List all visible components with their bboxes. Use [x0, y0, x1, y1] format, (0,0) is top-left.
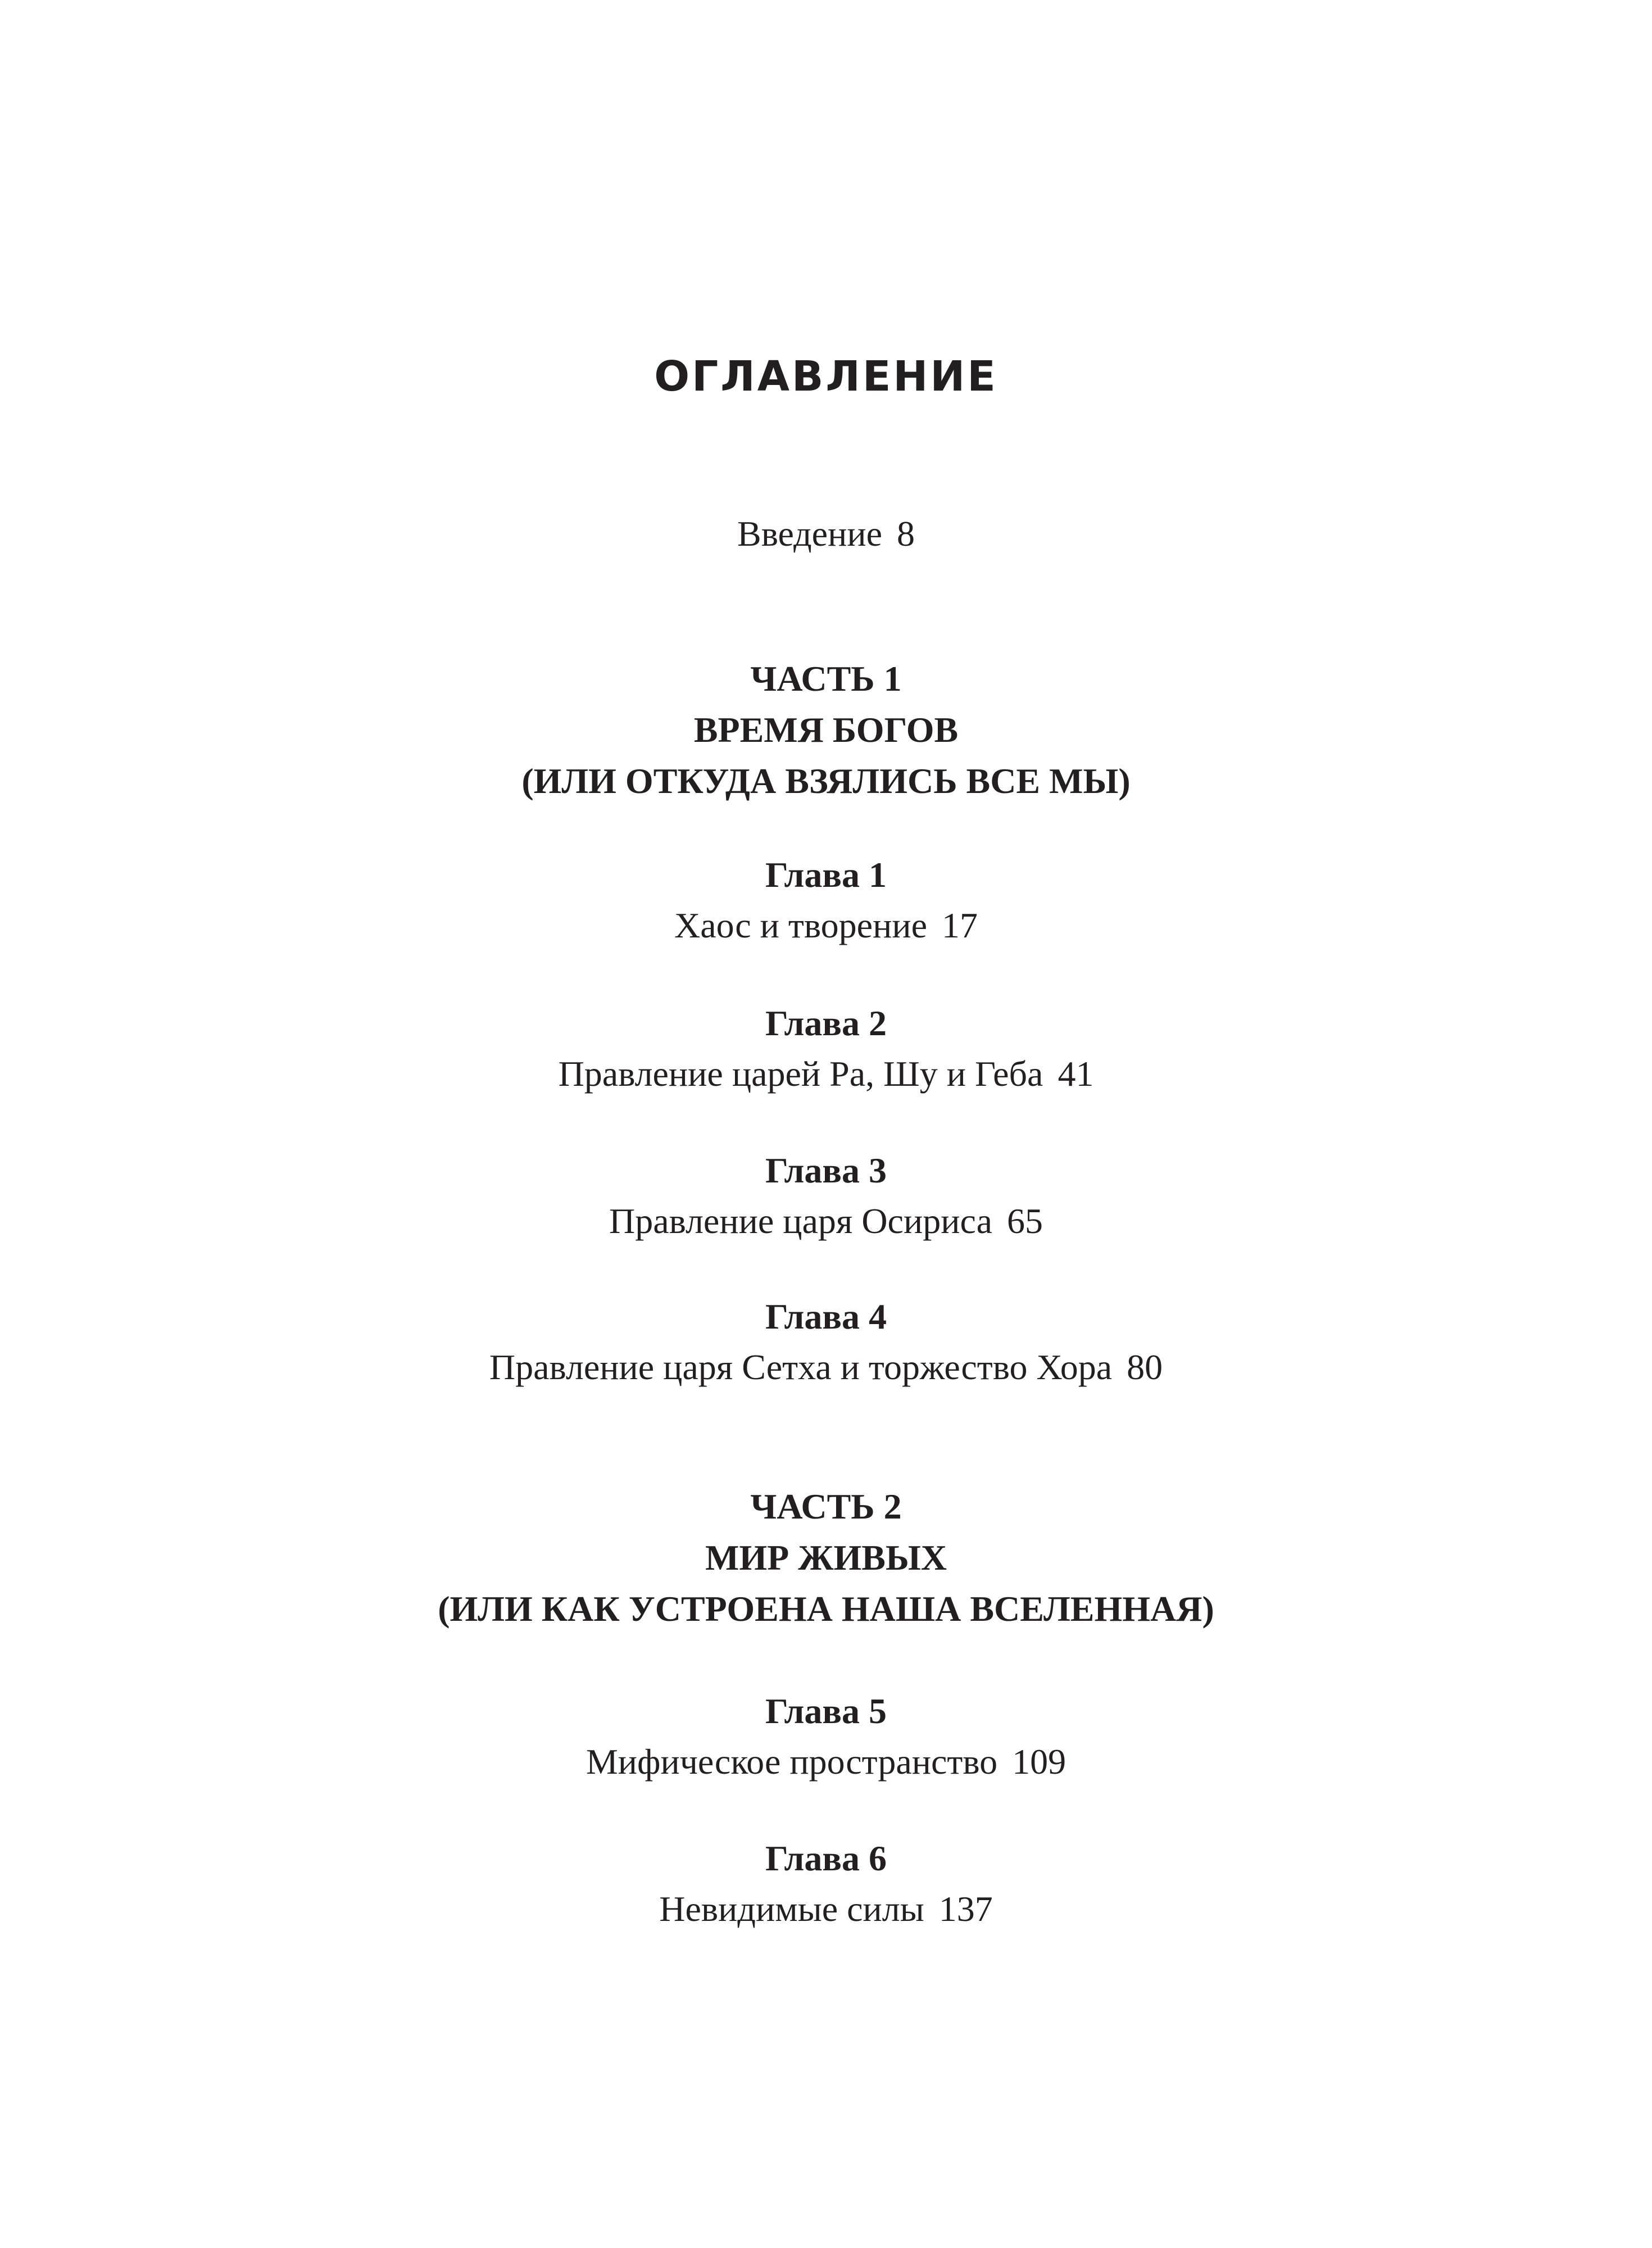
part-title: ВРЕМЯ БОГОВ: [693, 710, 959, 750]
chapter-entry: [0, 1884, 1652, 1934]
chapter-label: Глава 4: [765, 1297, 887, 1336]
chapter-entry: [0, 1049, 1652, 1099]
chapter-title: Мифическое пространство: [586, 1742, 998, 1782]
chapter-title: Невидимые силы: [659, 1889, 924, 1929]
chapter-entry: [0, 1196, 1652, 1247]
chapter-label: Глава 1: [765, 855, 887, 895]
entry-page-number: 137: [938, 1889, 993, 1929]
chapter-entry: [0, 1342, 1652, 1393]
part-heading-2: [0, 1481, 1652, 1634]
chapter-label: Глава 6: [765, 1838, 887, 1878]
toc-entry-chapter-4[interactable]: [0, 1291, 1652, 1393]
page-title: ОГЛАВЛЕНИЕ: [654, 352, 998, 401]
chapter-title: Хаос и творение: [674, 905, 927, 945]
entry-page-number: 80: [1127, 1347, 1163, 1387]
toc-entry-chapter-5[interactable]: [0, 1686, 1652, 1787]
entry-page-number: 65: [1007, 1201, 1043, 1241]
entry-page-number: 109: [1012, 1742, 1066, 1782]
toc-entry-chapter-1[interactable]: [0, 850, 1652, 951]
part-subtitle: (ИЛИ ОТКУДА ВЗЯЛИСЬ ВСЕ МЫ): [521, 761, 1131, 801]
chapter-title: Правление царей Ра, Шу и Геба: [558, 1054, 1043, 1094]
part-label: ЧАСТЬ 2: [750, 1486, 902, 1526]
entry-page-number: 8: [896, 514, 915, 554]
entry-page-number: 41: [1058, 1054, 1094, 1094]
toc-entry-chapter-2[interactable]: [0, 998, 1652, 1099]
chapter-label: Глава 2: [765, 1003, 887, 1043]
chapter-title: Правление царя Осириса: [609, 1201, 993, 1241]
part-title: МИР ЖИВЫХ: [705, 1538, 947, 1578]
toc-entry-chapter-3[interactable]: [0, 1145, 1652, 1247]
chapter-label: Глава 3: [765, 1150, 887, 1190]
chapter-entry: [0, 900, 1652, 951]
part-label: ЧАСТЬ 1: [750, 659, 902, 699]
toc-entry-intro[interactable]: [0, 509, 1652, 559]
chapter-entry: [0, 1737, 1652, 1787]
chapter-label: Глава 5: [765, 1691, 887, 1731]
part-heading-1: [0, 653, 1652, 806]
part-subtitle: (ИЛИ КАК УСТРОЕНА НАША ВСЕЛЕННАЯ): [438, 1589, 1214, 1629]
entry-page-number: 17: [941, 905, 978, 945]
entry-title: Введение: [737, 514, 882, 554]
toc-entry-chapter-6[interactable]: [0, 1833, 1652, 1934]
chapter-title: Правление царя Сетха и торжество Хора: [489, 1347, 1113, 1387]
